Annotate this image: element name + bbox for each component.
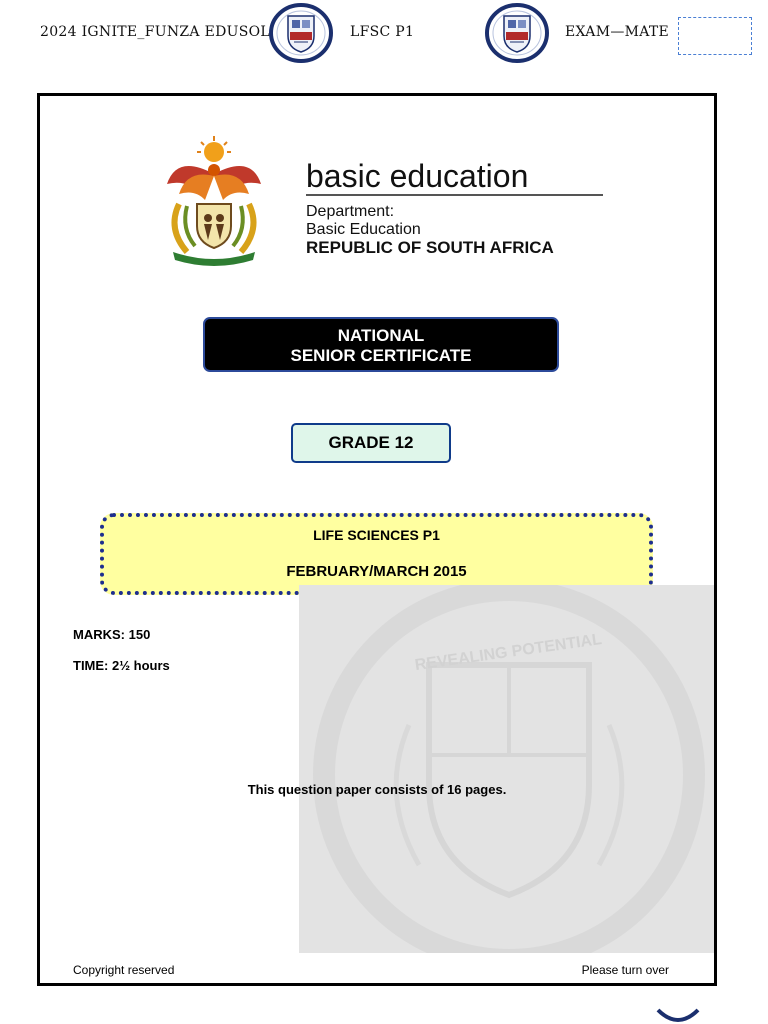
partial-logo-icon [656,1004,700,1024]
department-name: Basic Education [306,221,421,238]
certificate-line-2: SENIOR CERTIFICATE [290,346,472,365]
title-divider [306,194,603,196]
cover-page-frame [37,93,717,986]
page-count-note: This question paper consists of 16 pages. [247,782,507,797]
crest-logo-icon [484,2,550,64]
footer-copyright: Copyright reserved [73,963,175,977]
subject-banner [100,513,653,595]
department-label: Department: [306,203,395,220]
header-right-text: EXAM—MATE [565,24,670,40]
basic-education-title: basic education [306,158,529,194]
time-label: TIME: 2½ hours [73,658,170,673]
watermark-crest-icon [299,585,717,953]
grade-badge: GRADE 12 [291,423,451,463]
footer-turn-over: Please turn over [581,963,669,977]
coat-of-arms-icon [157,134,271,266]
certificate-line-1: NATIONAL [337,326,425,345]
exam-session: FEBRUARY/MARCH 2015 [286,563,467,580]
subject-name: LIFE SCIENCES P1 [313,527,440,543]
header-left-text: 2024 IGNITE_FUNZA EDUSOL [40,24,270,40]
watermark-motto: REVEALING POTENTIAL [413,631,603,675]
header-subject-code: LFSC P1 [350,24,415,40]
marks-label: MARKS: 150 [73,627,151,642]
certificate-banner [203,317,559,372]
header-empty-box [678,17,752,55]
republic-name: REPUBLIC OF SOUTH AFRICA [306,238,554,257]
watermark-panel [299,585,717,953]
crest-logo-icon [268,2,334,64]
